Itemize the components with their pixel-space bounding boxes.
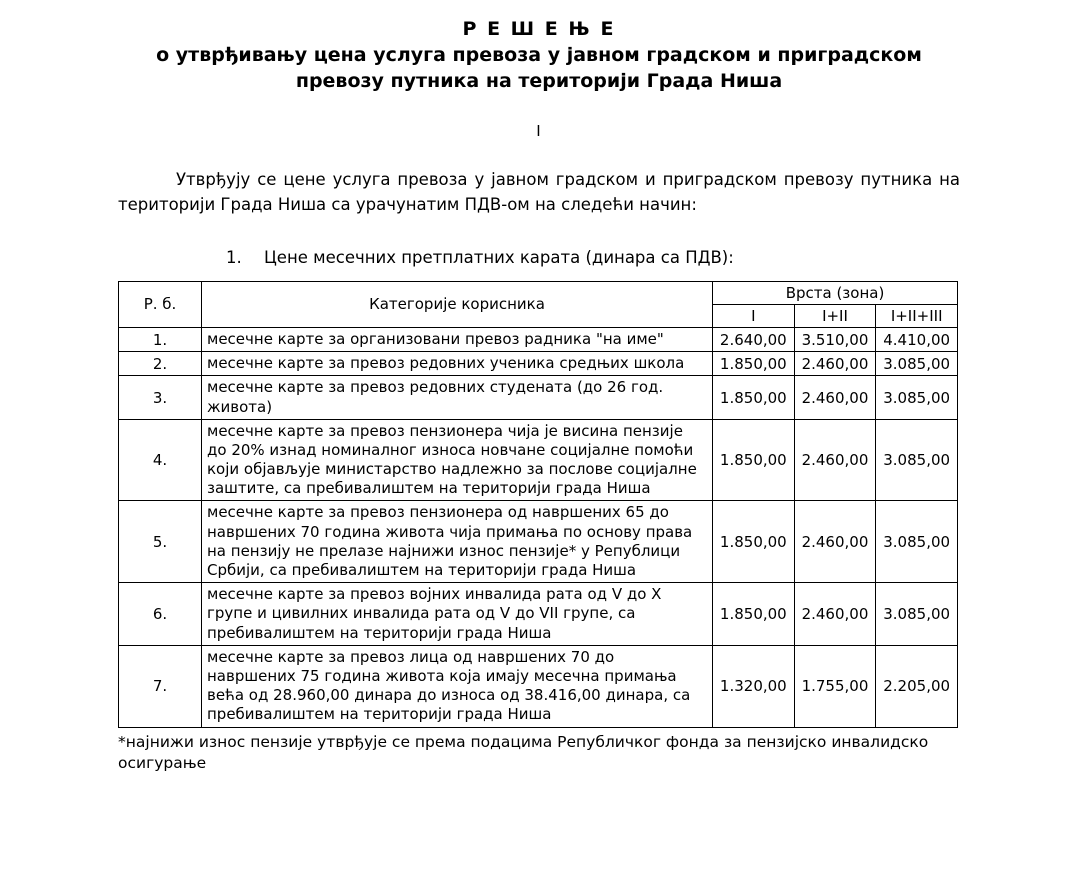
row-category: месечне карте за превоз редовних ученика средњих школа bbox=[202, 352, 713, 376]
row-zone1-amount: 2.640,00 bbox=[713, 327, 795, 351]
row-category: месечне карте за превоз пензионера од навршених 65 до навршених 70 година живота чија примања по основу права на пензију не прелазе најнижи износ пензије* у Републици Србији, са пребивалиштем на територији града Ниша bbox=[202, 501, 713, 583]
row-zone1-amount: 1.850,00 bbox=[713, 501, 795, 583]
row-zone2-amount: 2.460,00 bbox=[794, 419, 876, 501]
row-number: 3. bbox=[119, 376, 202, 419]
row-zone2-amount: 2.460,00 bbox=[794, 501, 876, 583]
fares-table bbox=[118, 281, 958, 728]
column-header-category: Категорије корисника bbox=[202, 281, 713, 327]
row-zone1-amount: 1.850,00 bbox=[713, 583, 795, 646]
row-zone3-amount: 4.410,00 bbox=[876, 327, 958, 351]
table-row bbox=[119, 501, 958, 583]
row-zone3-amount: 3.085,00 bbox=[876, 583, 958, 646]
row-number: 2. bbox=[119, 352, 202, 376]
row-zone3-amount: 3.085,00 bbox=[876, 376, 958, 419]
column-header-zone-1: I bbox=[713, 304, 795, 327]
row-zone1-amount: 1.850,00 bbox=[713, 376, 795, 419]
row-zone1-amount: 1.850,00 bbox=[713, 419, 795, 501]
row-number: 6. bbox=[119, 583, 202, 646]
list-item-number: 1. bbox=[226, 247, 242, 267]
row-zone1-amount: 1.320,00 bbox=[713, 645, 795, 727]
row-zone2-amount: 1.755,00 bbox=[794, 645, 876, 727]
row-category: месечне карте за превоз лица од навршених 70 до навршених 75 година живота која имају месечна примања већа од 28.960,00 динара до износа од 38.416,00 динара, са пребивалиштем на територији града Ниша bbox=[202, 645, 713, 727]
column-header-zone-group: Врста (зона) bbox=[713, 281, 958, 304]
row-zone3-amount: 2.205,00 bbox=[876, 645, 958, 727]
row-zone3-amount: 3.085,00 bbox=[876, 501, 958, 583]
page-title: Р Е Ш Е Њ Е bbox=[462, 18, 616, 40]
column-header-zone-3: I+II+III bbox=[876, 304, 958, 327]
column-header-rb: Р. б. bbox=[119, 281, 202, 327]
row-zone3-amount: 3.085,00 bbox=[876, 419, 958, 501]
table-row bbox=[119, 327, 958, 351]
table-footnote: *најнижи износ пензије утврђује се према подацима Републичког фонда за пензијско инвалидско осигурање bbox=[118, 732, 929, 772]
row-zone2-amount: 3.510,00 bbox=[794, 327, 876, 351]
page-subtitle: о утврђивању цена услуга превоза у јавном градском и приградском превозу путника на територији Града Ниша bbox=[156, 44, 922, 93]
row-number: 7. bbox=[119, 645, 202, 727]
section-numeral: I bbox=[536, 122, 542, 141]
row-category: месечне карте за превоз војних инвалида рата од V до X групе и цивилних инвалида рата од V до VII групе, са пребивалиштем на територији града Ниша bbox=[202, 583, 713, 646]
list-item bbox=[118, 248, 960, 267]
row-zone2-amount: 2.460,00 bbox=[794, 352, 876, 376]
row-number: 1. bbox=[119, 327, 202, 351]
table-header-row bbox=[119, 281, 958, 304]
row-zone2-amount: 2.460,00 bbox=[794, 583, 876, 646]
list-item-label: Цене месечних претплатних карата (динара са ПДВ): bbox=[264, 247, 734, 267]
row-number: 4. bbox=[119, 419, 202, 501]
row-number: 5. bbox=[119, 501, 202, 583]
row-category: месечне карте за организовани превоз радника "на име" bbox=[202, 327, 713, 351]
row-zone3-amount: 3.085,00 bbox=[876, 352, 958, 376]
column-header-zone-2: I+II bbox=[794, 304, 876, 327]
table-row bbox=[119, 376, 958, 419]
row-category: месечне карте за превоз редовних студената (до 26 год. живота) bbox=[202, 376, 713, 419]
row-zone1-amount: 1.850,00 bbox=[713, 352, 795, 376]
table-row bbox=[119, 583, 958, 646]
table-row bbox=[119, 645, 958, 727]
row-category: месечне карте за превоз пензионера чија је висина пензије до 20% изнад номиналног износа новчане социјалне помоћи који објављује министарство надлежно за послове социјалне заштите, са пребивалиштем на територији града Ниша bbox=[202, 419, 713, 501]
row-zone2-amount: 2.460,00 bbox=[794, 376, 876, 419]
table-row bbox=[119, 352, 958, 376]
intro-paragraph: Утврђују се цене услуга превоза у јавном градском и приградском превозу путника на територији Града Ниша са урачунатим ПДВ-ом на следећи начин: bbox=[118, 170, 960, 215]
table-row bbox=[119, 419, 958, 501]
